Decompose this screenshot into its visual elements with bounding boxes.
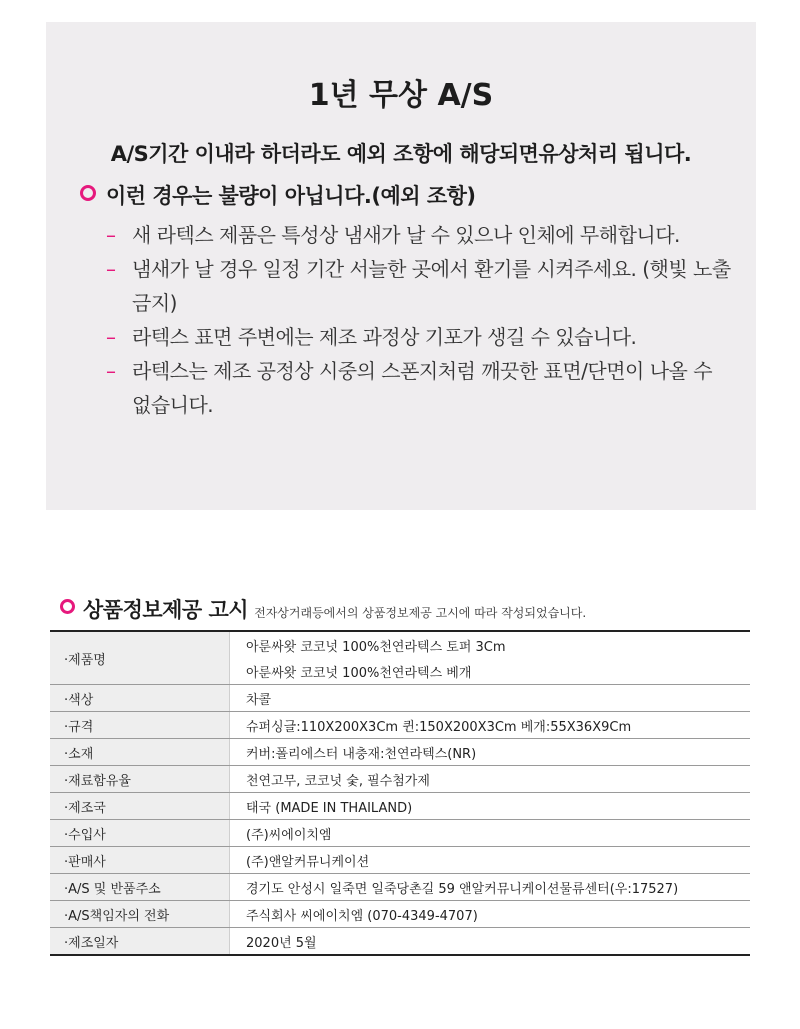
row-value: 커버:폴리에스터 내충재:천연라텍스(NR) [230, 739, 751, 766]
row-label: ·규격 [50, 712, 230, 739]
row-value: 2020년 5월 [230, 928, 751, 956]
row-value: 주식회사 씨에이치엠 (070-4349-4707) [230, 901, 751, 928]
exception-text: 냄새가 날 경우 일정 기간 서늘한 곳에서 환기를 시켜주세요. (햇빛 노출 금지) [132, 257, 731, 315]
product-info-table [50, 630, 750, 956]
row-label: ·수입사 [50, 820, 230, 847]
exception-text: 새 라텍스 제품은 특성상 냄새가 날 수 있으나 인체에 무해합니다. [132, 223, 680, 247]
row-value: 아룬싸왓 코코넛 100%천연라텍스 토퍼 3Cm [246, 639, 506, 655]
exception-item [106, 252, 736, 320]
row-value: (주)씨에이치엠 [230, 820, 751, 847]
row-label: ·소재 [50, 739, 230, 766]
exceptions-heading [80, 180, 476, 210]
table-row [50, 739, 750, 766]
dash-bullet: – [106, 223, 116, 247]
exception-text: 라텍스 표면 주변에는 제조 과정상 기포가 생길 수 있습니다. [132, 325, 637, 349]
row-label: ·A/S책임자의 전화 [50, 901, 230, 928]
dash-bullet: – [106, 359, 116, 383]
table-row [50, 793, 750, 820]
exception-item [106, 354, 736, 422]
table-row [50, 847, 750, 874]
as-title: 1년 무상 A/S [308, 78, 494, 113]
row-label: ·판매사 [50, 847, 230, 874]
dash-bullet: – [106, 257, 116, 281]
row-label: ·재료함유율 [50, 766, 230, 793]
product-info-heading [60, 594, 586, 624]
dash-bullet: – [106, 325, 116, 349]
row-value: 아룬싸왓 코코넛 100%천연라텍스 베개 [230, 658, 751, 685]
as-info-panel [46, 22, 756, 510]
row-label: ·제품명 [50, 631, 230, 685]
table-row [50, 820, 750, 847]
table-row [50, 874, 750, 901]
table-row [50, 901, 750, 928]
exception-item [106, 320, 736, 354]
circle-bullet-icon [80, 185, 96, 201]
row-label: ·색상 [50, 685, 230, 712]
row-label: ·제조일자 [50, 928, 230, 956]
table-row [50, 712, 750, 739]
product-info-title: 상품정보제공 고시 [83, 598, 249, 622]
row-label: ·A/S 및 반품주소 [50, 874, 230, 901]
as-subtitle: A/S기간 이내라 하더라도 예외 조항에 해당되면유상처리 됩니다. [110, 142, 692, 166]
row-value: 차콜 [230, 685, 751, 712]
row-value: 경기도 안성시 일죽면 일죽당촌길 59 앤알커뮤니케이션물류센터(우:17527) [230, 874, 751, 901]
row-label: ·제조국 [50, 793, 230, 820]
row-value: 태국 (MADE IN THAILAND) [230, 793, 751, 820]
circle-bullet-icon [60, 599, 75, 614]
table-row [50, 631, 750, 658]
row-value: (주)앤알커뮤니케이션 [230, 847, 751, 874]
exceptions-list [106, 218, 736, 422]
table-row [50, 766, 750, 793]
table-row [50, 928, 750, 956]
exception-text: 라텍스는 제조 공정상 시중의 스폰지처럼 깨끗한 표면/단면이 나올 수 없습니다. [132, 359, 713, 417]
exceptions-heading-text: 이런 경우는 불량이 아닙니다.(예외 조항) [106, 184, 476, 208]
exception-item [106, 218, 736, 252]
row-value: 슈퍼싱글:110X200X3Cm 퀸:150X200X3Cm 베개:55X36X9Cm [230, 712, 751, 739]
table-row [50, 685, 750, 712]
row-value: 천연고무, 코코넛 숯, 필수첨가제 [230, 766, 751, 793]
product-info-note: 전자상거래등에서의 상품정보제공 고시에 따라 작성되었습니다. [254, 606, 587, 620]
